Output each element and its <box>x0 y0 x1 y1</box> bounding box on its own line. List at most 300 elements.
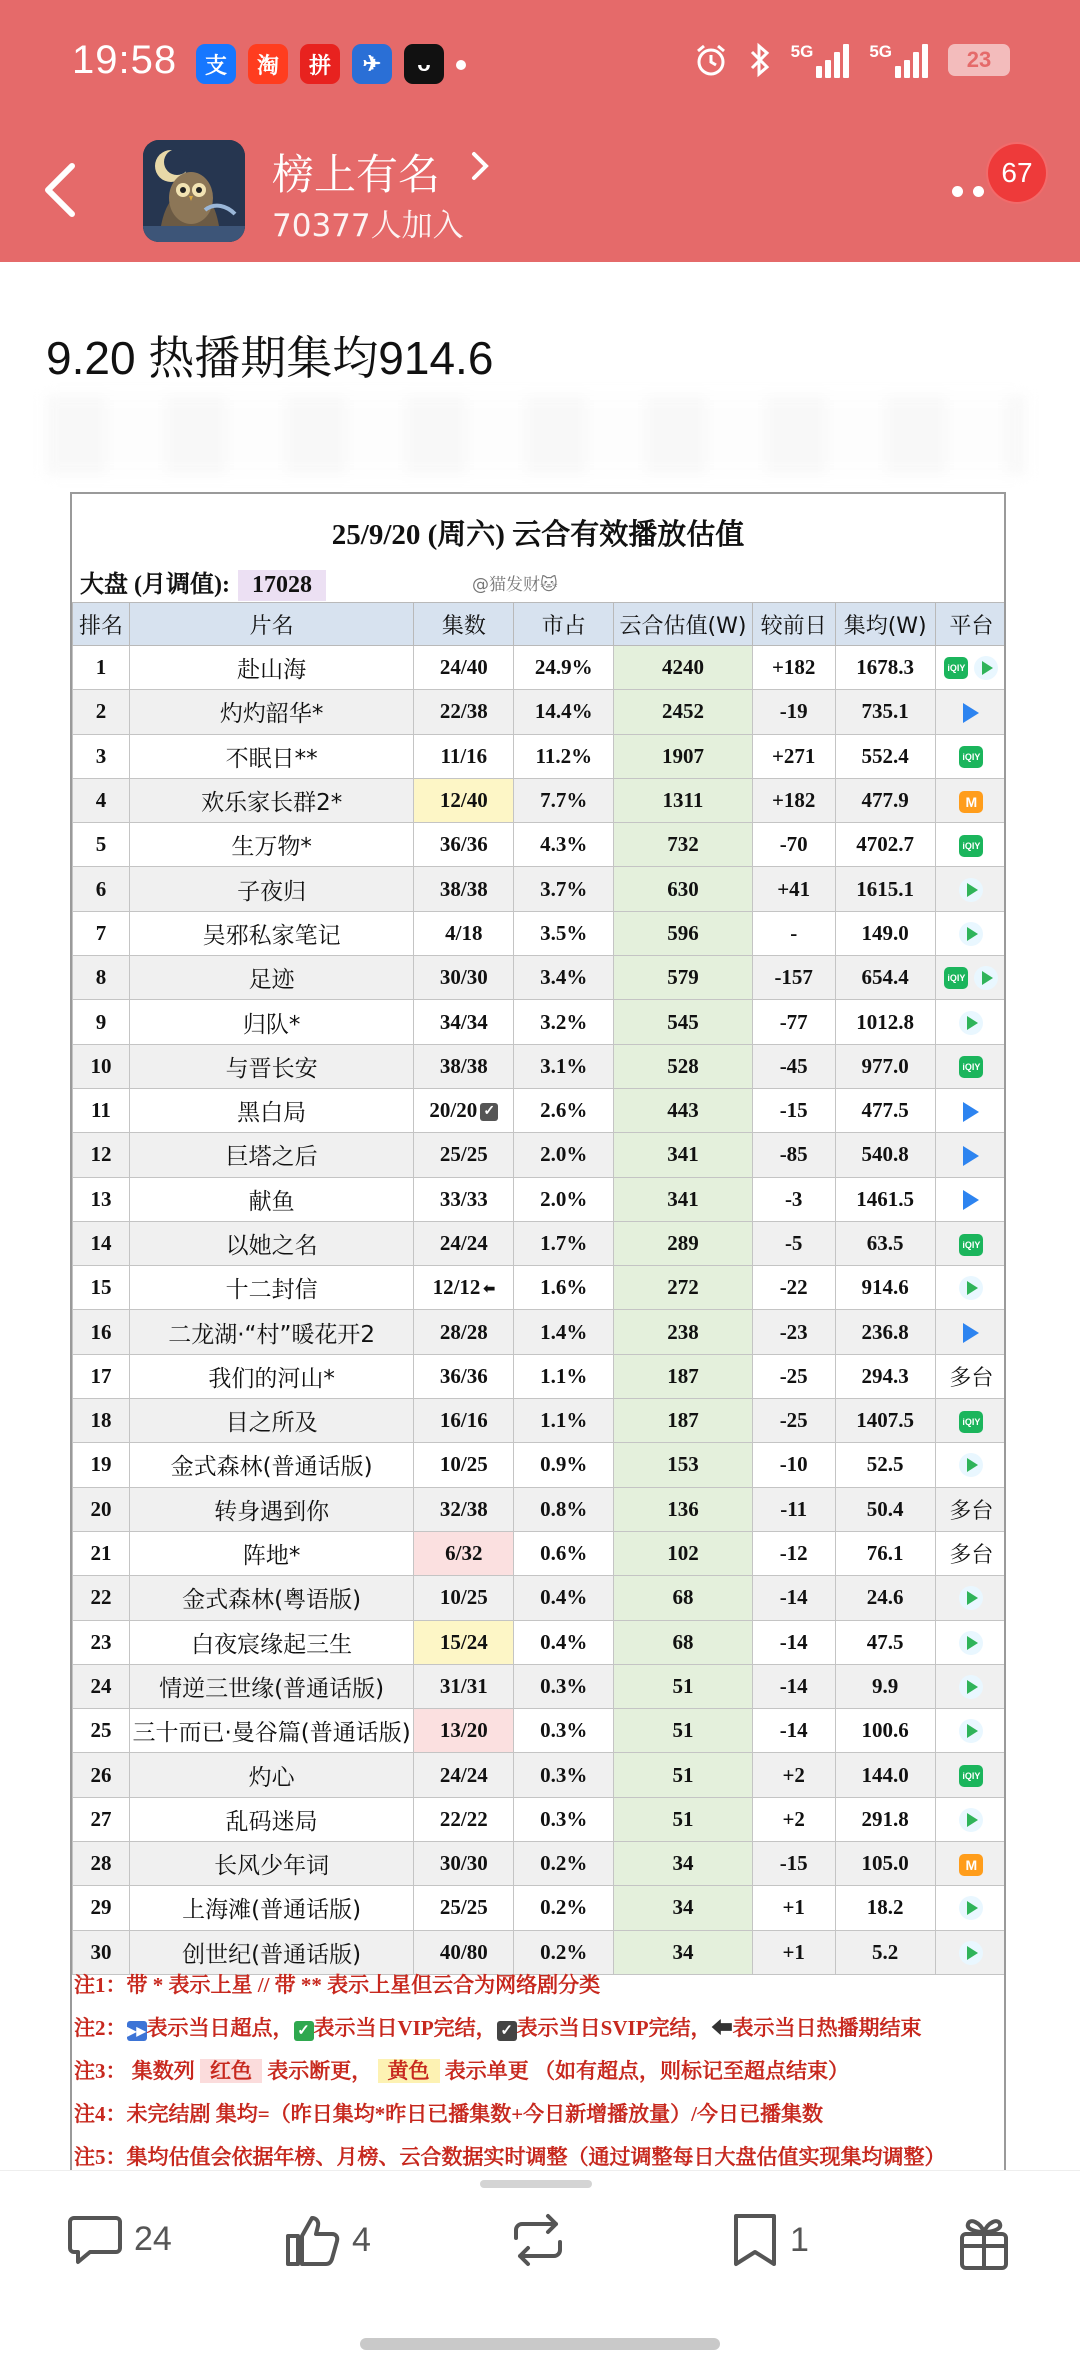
ranking-image[interactable] <box>70 492 1006 2172</box>
share-cell-text: 2.0% <box>540 1186 588 1211</box>
rank-cell <box>73 1399 130 1443</box>
average-cell-text: 291.8 <box>861 1806 909 1831</box>
favorite-count: 1 <box>790 2220 809 2259</box>
estimate-cell <box>614 1221 752 1265</box>
episodes-cell-text: 6/32 <box>445 1541 483 1566</box>
rank-cell-text: 23 <box>90 1629 112 1654</box>
share-cell <box>514 1088 614 1132</box>
iqiyi-icon: iQIY <box>959 835 983 857</box>
average-cell-text: 50.4 <box>866 1496 904 1521</box>
title-cell-text: 归队* <box>242 1011 301 1038</box>
rank-cell <box>73 690 130 734</box>
estimate-cell-text: 187 <box>667 1363 699 1388</box>
share-cell-text: 0.2% <box>540 1895 588 1920</box>
episodes-cell <box>414 867 514 911</box>
change-cell <box>752 1487 835 1531</box>
estimate-cell-text: 528 <box>667 1053 699 1078</box>
episodes-cell-text: 34/34 <box>439 1009 488 1034</box>
episodes-cell-text: 15/24 <box>439 1629 488 1654</box>
episodes-cell <box>414 1177 514 1221</box>
estimate-cell-text: 68 <box>672 1629 694 1654</box>
estimate-cell <box>614 1753 752 1797</box>
platform-cell <box>935 1576 1006 1620</box>
title-cell-text: 金式森林(粤语版) <box>182 1587 362 1614</box>
favorite-button[interactable] <box>730 2212 809 2268</box>
mango-tv-icon: M <box>959 791 983 813</box>
estimate-cell-text: 341 <box>667 1142 699 1167</box>
estimate-cell <box>614 1797 752 1841</box>
table-row <box>73 734 1007 778</box>
average-cell-text: 52.5 <box>866 1452 904 1477</box>
episodes-cell-text: 32/38 <box>439 1496 488 1521</box>
title-cell-text: 欢乐家长群2* <box>201 790 343 817</box>
share-cell <box>514 1620 614 1664</box>
share-cell-text: 3.7% <box>540 876 588 901</box>
table-row <box>73 1753 1007 1797</box>
market-total-value: 17028 <box>238 570 326 601</box>
share-cell-text: 24.9% <box>534 655 593 680</box>
signal-2-icon: 5G <box>869 42 928 78</box>
average-cell-text: 914.6 <box>861 1275 909 1300</box>
home-indicator[interactable] <box>360 2338 720 2350</box>
change-cell <box>752 1753 835 1797</box>
change-cell <box>752 1354 835 1398</box>
title-cell-text: 上海滩(普通话版) <box>182 1897 362 1924</box>
note-3: 注3： 集数列 红色 表示断更， 黄色 表示单更 （如有超点，则标记至超点结束） <box>74 2059 849 2083</box>
share-cell-text: 1.1% <box>540 1408 588 1433</box>
table-row <box>73 1266 1007 1310</box>
drag-handle[interactable] <box>480 2180 592 2188</box>
rank-cell-text: 15 <box>90 1275 112 1300</box>
sheet-title: 25/9/20 (周六) 云合有效播放估值 <box>331 519 745 551</box>
chevron-right-icon[interactable] <box>470 150 490 182</box>
episodes-cell <box>414 1576 514 1620</box>
average-cell <box>835 1177 935 1221</box>
rank-cell-text: 7 <box>95 920 107 945</box>
end-icon: ⬅ <box>711 2016 733 2040</box>
episodes-cell-text: 28/28 <box>439 1319 488 1344</box>
estimate-cell-text: 2452 <box>661 699 704 724</box>
share-cell <box>514 1266 614 1310</box>
share-cell-text: 0.2% <box>540 1851 588 1876</box>
column-header: 片名 <box>129 603 413 646</box>
title-cell-text: 灼心 <box>248 1764 295 1791</box>
comment-button[interactable] <box>66 2212 172 2266</box>
change-cell-text: +1 <box>782 1895 805 1920</box>
youku-icon <box>963 703 979 723</box>
average-cell-text: 47.5 <box>866 1629 904 1654</box>
platform-cell <box>935 1886 1006 1930</box>
owl-icon <box>143 140 245 242</box>
rank-cell <box>73 867 130 911</box>
platform-icons <box>959 1586 983 1610</box>
average-cell-text: 24.6 <box>866 1585 904 1610</box>
estimate-cell <box>614 911 752 955</box>
estimate-cell <box>614 1088 752 1132</box>
change-cell-text: -5 <box>784 1231 803 1255</box>
more-notifications-icon <box>456 60 466 70</box>
estimate-cell-text: 51 <box>672 1762 694 1787</box>
episodes-cell-text: 40/80 <box>439 1939 488 1964</box>
platform-cell <box>935 956 1006 1000</box>
title-cell <box>129 734 413 778</box>
iqiyi-icon: iQIY <box>959 1234 983 1256</box>
table-row <box>73 1177 1007 1221</box>
episodes-cell-text: 25/25 <box>439 1895 488 1920</box>
episodes-cell <box>414 1088 514 1132</box>
platform-cell <box>935 867 1006 911</box>
title-cell-text: 目之所及 <box>225 1410 318 1437</box>
rank-cell <box>73 734 130 778</box>
share-cell-text: 0.4% <box>540 1585 588 1610</box>
platform-cell <box>935 646 1006 690</box>
rank-cell <box>73 778 130 822</box>
column-header: 排名 <box>73 603 130 646</box>
youku-icon <box>963 1102 979 1122</box>
table-row <box>73 867 1007 911</box>
estimate-cell <box>614 1620 752 1664</box>
iqiyi-icon: iQIY <box>959 1765 983 1787</box>
tencent-video-icon <box>974 656 998 680</box>
episodes-cell <box>414 1221 514 1265</box>
average-cell <box>835 1842 935 1886</box>
estimate-cell-text: 443 <box>667 1098 699 1123</box>
title-cell-text: 创世纪(普通话版) <box>182 1941 362 1968</box>
column-header: 云合估值(W) <box>614 603 752 646</box>
platform-cell <box>935 778 1006 822</box>
rank-cell-text: 27 <box>90 1806 112 1831</box>
platform-cell <box>935 1133 1006 1177</box>
platform-icons <box>959 1011 983 1035</box>
title-cell-text: 金式森林(普通话版) <box>170 1454 373 1481</box>
average-cell-text: 236.8 <box>861 1319 909 1344</box>
estimate-cell <box>614 956 752 1000</box>
change-cell <box>752 1709 835 1753</box>
column-header: 较前日 <box>752 603 835 646</box>
mango-tv-icon: M <box>959 1854 983 1876</box>
group-avatar[interactable] <box>143 140 245 242</box>
tencent-video-icon <box>959 1808 983 1832</box>
episodes-cell-text: 10/25 <box>439 1452 488 1477</box>
table-row <box>73 1487 1007 1531</box>
rank-cell-text: 8 <box>95 965 107 990</box>
platform-icons <box>944 656 998 680</box>
platform-cell <box>935 1664 1006 1708</box>
column-header: 市占 <box>514 603 614 646</box>
episodes-cell <box>414 1797 514 1841</box>
rank-cell-text: 13 <box>90 1186 112 1211</box>
estimate-cell <box>614 1000 752 1044</box>
average-cell-text: 1461.5 <box>856 1186 915 1211</box>
share-cell-text: 11.2% <box>535 743 593 768</box>
average-cell-text: 735.1 <box>861 699 909 724</box>
share-cell-text: 0.6% <box>540 1541 588 1566</box>
change-cell-text: +2 <box>782 1762 805 1787</box>
change-cell <box>752 823 835 867</box>
footnotes <box>72 1964 1006 2172</box>
estimate-cell-text: 51 <box>672 1673 694 1698</box>
platform-text: 多台 <box>949 1498 994 1524</box>
svip-check-icon: ✓ <box>497 2021 517 2041</box>
average-cell-text: 1678.3 <box>856 655 915 680</box>
episodes-cell-text: 11/16 <box>440 743 488 768</box>
share-cell <box>514 1753 614 1797</box>
rank-cell-text: 12 <box>90 1142 112 1167</box>
episodes-cell <box>414 1443 514 1487</box>
share-cell <box>514 1797 614 1841</box>
episodes-cell-text: 25/25 <box>439 1142 488 1167</box>
rank-cell-text: 25 <box>90 1718 112 1743</box>
average-cell <box>835 1709 935 1753</box>
average-cell <box>835 1620 935 1664</box>
average-cell <box>835 690 935 734</box>
svip-check-icon: ✓ <box>480 1103 498 1121</box>
platform-cell <box>935 1310 1006 1354</box>
platform-cell <box>935 1709 1006 1753</box>
estimate-cell-text: 51 <box>672 1806 694 1831</box>
rank-cell <box>73 1354 130 1398</box>
estimate-cell <box>614 823 752 867</box>
average-cell <box>835 1133 935 1177</box>
share-cell-text: 0.3% <box>540 1762 588 1787</box>
table-row <box>73 1709 1007 1753</box>
episodes-cell <box>414 823 514 867</box>
change-cell <box>752 1531 835 1575</box>
episodes-cell-text: 4/18 <box>445 920 483 945</box>
platform-cell <box>935 1000 1006 1044</box>
table-row <box>73 1088 1007 1132</box>
tencent-video-icon <box>959 1719 983 1743</box>
title-cell <box>129 1133 413 1177</box>
platform-text: 多台 <box>949 1543 994 1569</box>
title-cell <box>129 778 413 822</box>
platform-icons <box>959 1896 983 1920</box>
rank-cell-text: 20 <box>90 1496 112 1521</box>
average-cell-text: 105.0 <box>861 1851 909 1876</box>
change-cell <box>752 1310 835 1354</box>
share-cell-text: 2.6% <box>540 1098 588 1123</box>
tencent-video-icon <box>959 1276 983 1300</box>
gift-icon <box>956 2212 1012 2272</box>
average-cell-text: 144.0 <box>861 1762 909 1787</box>
rank-cell-text: 6 <box>95 876 107 901</box>
estimate-cell <box>614 1531 752 1575</box>
episodes-cell-text: 33/33 <box>439 1186 488 1211</box>
platform-text: 多台 <box>949 1365 994 1391</box>
table-row <box>73 956 1007 1000</box>
market-total-label: 大盘 (月调值): <box>80 572 230 598</box>
rank-cell <box>73 1443 130 1487</box>
episodes-cell <box>414 1842 514 1886</box>
estimate-cell <box>614 1399 752 1443</box>
youku-icon <box>963 1190 979 1210</box>
change-cell <box>752 1886 835 1930</box>
title-cell-text: 吴邪私家笔记 <box>202 922 341 949</box>
episodes-cell <box>414 1886 514 1930</box>
share-cell <box>514 956 614 1000</box>
platform-cell <box>935 1797 1006 1841</box>
market-total <box>80 564 326 601</box>
episodes-cell <box>414 1531 514 1575</box>
change-cell-text: -15 <box>779 1098 808 1123</box>
change-cell-text: +1 <box>782 1939 805 1964</box>
platform-icons <box>963 1146 979 1166</box>
app-header <box>0 0 1080 262</box>
share-cell-text: 1.7% <box>540 1231 588 1255</box>
estimate-cell <box>614 1576 752 1620</box>
table-row <box>73 1310 1007 1354</box>
iqiyi-icon: iQIY <box>959 1056 983 1078</box>
estimate-cell-text: 238 <box>667 1319 699 1344</box>
gift-button[interactable] <box>956 2212 1012 2272</box>
title-cell <box>129 1487 413 1531</box>
share-cell-text: 3.5% <box>540 920 588 945</box>
rank-cell <box>73 911 130 955</box>
table-row <box>73 778 1007 822</box>
rank-cell <box>73 1221 130 1265</box>
episodes-cell-text: 38/38 <box>439 876 488 901</box>
title-cell <box>129 1709 413 1753</box>
episodes-cell-text: 24/24 <box>439 1231 488 1255</box>
episodes-cell <box>414 1310 514 1354</box>
title-cell <box>129 1576 413 1620</box>
table-row <box>73 1886 1007 1930</box>
share-cell-text: 1.4% <box>540 1319 588 1344</box>
platform-icons <box>959 1719 983 1743</box>
estimate-cell-text: 153 <box>667 1452 699 1477</box>
episodes-cell-text: 16/16 <box>439 1408 488 1433</box>
share-cell <box>514 1709 614 1753</box>
rank-cell <box>73 1088 130 1132</box>
platform-icons <box>944 966 998 990</box>
iqiyi-icon: iQIY <box>944 967 968 989</box>
estimate-cell-text: 341 <box>667 1186 699 1211</box>
change-cell-text: +271 <box>771 743 816 768</box>
average-cell-text: 9.9 <box>872 1673 899 1698</box>
table-row <box>73 1354 1007 1398</box>
title-cell-text: 灼灼韶华* <box>219 701 324 728</box>
title-cell <box>129 1310 413 1354</box>
table-row <box>73 1576 1007 1620</box>
system-icons <box>693 42 1010 78</box>
share-cell-text: 0.3% <box>540 1806 588 1831</box>
estimate-cell-text: 732 <box>667 832 699 857</box>
platform-cell <box>935 1177 1006 1221</box>
title-cell <box>129 1221 413 1265</box>
rank-cell-text: 30 <box>90 1939 112 1964</box>
table-row <box>73 1664 1007 1708</box>
platform-icons <box>959 1411 983 1433</box>
bluetooth-icon <box>749 42 771 78</box>
group-name[interactable]: 榜上有名 <box>272 150 441 199</box>
change-cell-text: -25 <box>779 1408 808 1433</box>
platform-icons <box>959 1453 983 1477</box>
average-cell <box>835 1886 935 1930</box>
note-4: 注4：未完结剧 集均=（昨日集均*昨日已播集数+今日新增播放量）/今日已播集数 <box>74 2102 824 2126</box>
estimate-cell <box>614 1664 752 1708</box>
episodes-cell <box>414 778 514 822</box>
episodes-cell-text: 13/20 <box>439 1718 488 1743</box>
share-cell <box>514 867 614 911</box>
rank-cell <box>73 1664 130 1708</box>
back-icon[interactable] <box>38 160 82 220</box>
change-cell-text: - <box>790 920 798 945</box>
change-cell <box>752 734 835 778</box>
platform-cell <box>935 823 1006 867</box>
like-button[interactable] <box>284 2212 371 2268</box>
episodes-cell-text: 36/36 <box>439 832 488 857</box>
title-cell <box>129 646 413 690</box>
estimate-cell-text: 136 <box>667 1496 699 1521</box>
average-cell <box>835 1266 935 1310</box>
platform-cell <box>935 1221 1006 1265</box>
change-cell-text: -157 <box>774 965 813 990</box>
estimate-cell <box>614 1177 752 1221</box>
share-cell-text: 3.1% <box>540 1053 588 1078</box>
repost-button[interactable] <box>506 2212 580 2268</box>
more-icon[interactable] <box>952 186 984 197</box>
rank-cell-text: 28 <box>90 1851 112 1876</box>
rank-cell-text: 18 <box>90 1408 112 1433</box>
change-cell <box>752 646 835 690</box>
share-cell <box>514 690 614 734</box>
note-5: 注5：集均估值会依据年榜、月榜、云合数据实时调整（通过调整每日大盘估值实现集均调整） <box>74 2145 946 2169</box>
change-cell-text: -85 <box>779 1142 808 1167</box>
change-cell <box>752 1576 835 1620</box>
rank-cell-text: 10 <box>90 1053 112 1078</box>
episodes-cell <box>414 1664 514 1708</box>
youku-icon <box>963 1323 979 1343</box>
ranking-table <box>72 602 1006 1975</box>
change-cell <box>752 690 835 734</box>
change-cell <box>752 1842 835 1886</box>
platform-icons <box>959 1675 983 1699</box>
platform-cell <box>935 1487 1006 1531</box>
watermark-credit: @猫发财🐱 <box>472 575 558 595</box>
share-cell <box>514 646 614 690</box>
average-cell-text: 149.0 <box>861 920 909 945</box>
rank-cell <box>73 1576 130 1620</box>
share-cell <box>514 1531 614 1575</box>
title-cell-text: 十二封信 <box>225 1277 318 1304</box>
column-header: 平台 <box>935 603 1006 646</box>
rank-cell-text: 22 <box>90 1585 112 1610</box>
repost-icon <box>506 2212 570 2268</box>
battery-icon: 23 <box>948 44 1010 76</box>
rank-cell <box>73 1753 130 1797</box>
table-row <box>73 823 1007 867</box>
tencent-video-icon <box>959 1941 983 1965</box>
change-cell-text: -14 <box>779 1585 808 1610</box>
share-cell <box>514 1133 614 1177</box>
change-cell-text: -12 <box>779 1541 808 1566</box>
average-cell-text: 63.5 <box>866 1231 904 1255</box>
average-cell <box>835 1443 935 1487</box>
change-cell <box>752 778 835 822</box>
episodes-cell <box>414 911 514 955</box>
table-row <box>73 1443 1007 1487</box>
average-cell-text: 654.4 <box>861 965 909 990</box>
estimate-cell <box>614 1354 752 1398</box>
average-cell <box>835 1753 935 1797</box>
share-cell <box>514 1443 614 1487</box>
episodes-cell-text: 38/38 <box>439 1053 488 1078</box>
change-cell-text: -23 <box>779 1319 808 1344</box>
table-row <box>73 1399 1007 1443</box>
youku-icon <box>963 1146 979 1166</box>
platform-icons <box>959 1631 983 1655</box>
change-cell <box>752 867 835 911</box>
